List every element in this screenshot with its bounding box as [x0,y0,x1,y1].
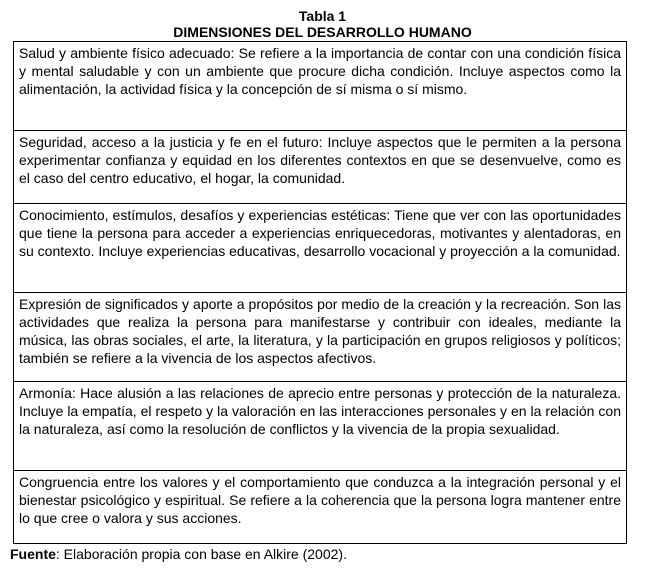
dimension-congruence-text: Congruencia entre los valores y el comportamiento que conduzca a la integración personal y el bienestar psicológico y espiritual. Se refiere a la coherencia que la persona logra mantener entre lo que cree o valora y sus acciones. [19,474,621,526]
table-row [14,382,627,471]
table-row [14,42,627,131]
source-note [10,545,347,563]
table-row [14,131,627,204]
table-row [14,471,627,544]
dimension-expression-text: Expresión de significados y aporte a propósitos por medio de la creación y la recreación. Son las actividades que realiza la persona para manifestarse y contribuir con ideales, mediante la música, las obras sociales, el arte, la literatura, y la participación en grupos religiosos y políticos; también se refiere a la vivencia de los aspectos afectivos. [19,296,621,366]
table-cell [14,204,627,293]
table-title: DIMENSIONES DEL DESARROLLO HUMANO [173,24,472,40]
table-number: Tabla 1 [298,8,347,24]
table-row [14,204,627,293]
table-row [14,293,627,382]
dimension-harmony-text: Armonía: Hace alusión a las relaciones de aprecio entre personas y protección de la naturaleza. Incluye la empatía, el respeto y la valoración en las interacciones personales y en la relación con la naturaleza, así como la resolución de conflictos y la vivencia de la propia sexualidad. [19,385,621,437]
dimensions-table [13,41,627,544]
table-cell [14,293,627,382]
dimension-knowledge-text: Conocimiento, estímulos, desafíos y experiencias estéticas: Tiene que ver con las oportunidades que tiene la persona para acceder a experiencias enriquecedoras, motivantes y alentadoras, en su contexto. Incluye experiencias educativas, desarrollo vocacional y proyección a la comunidad. [19,207,621,259]
dimension-security-text: Seguridad, acceso a la justicia y fe en el futuro: Incluye aspectos que le permiten a la persona experimentar confianza y equidad en los diferentes contextos en que se desenvuelve, como es el caso del centro educativo, el hogar, la comunidad. [19,134,621,186]
table-cell [14,131,627,204]
table-cell [14,382,627,471]
dimension-health-text: Salud y ambiente físico adecuado: Se refiere a la importancia de contar con una condición física y mental saludable y con un ambiente que procure dicha condición. Incluye aspectos como la alimentación, la actividad física y la concepción de sí misma o sí mismo. [19,45,621,97]
source-text: : Elaboración propia con base en Alkire (2002). [55,546,347,562]
table-cell [14,471,627,544]
source-label: Fuente [10,546,56,562]
table-cell [14,42,627,131]
